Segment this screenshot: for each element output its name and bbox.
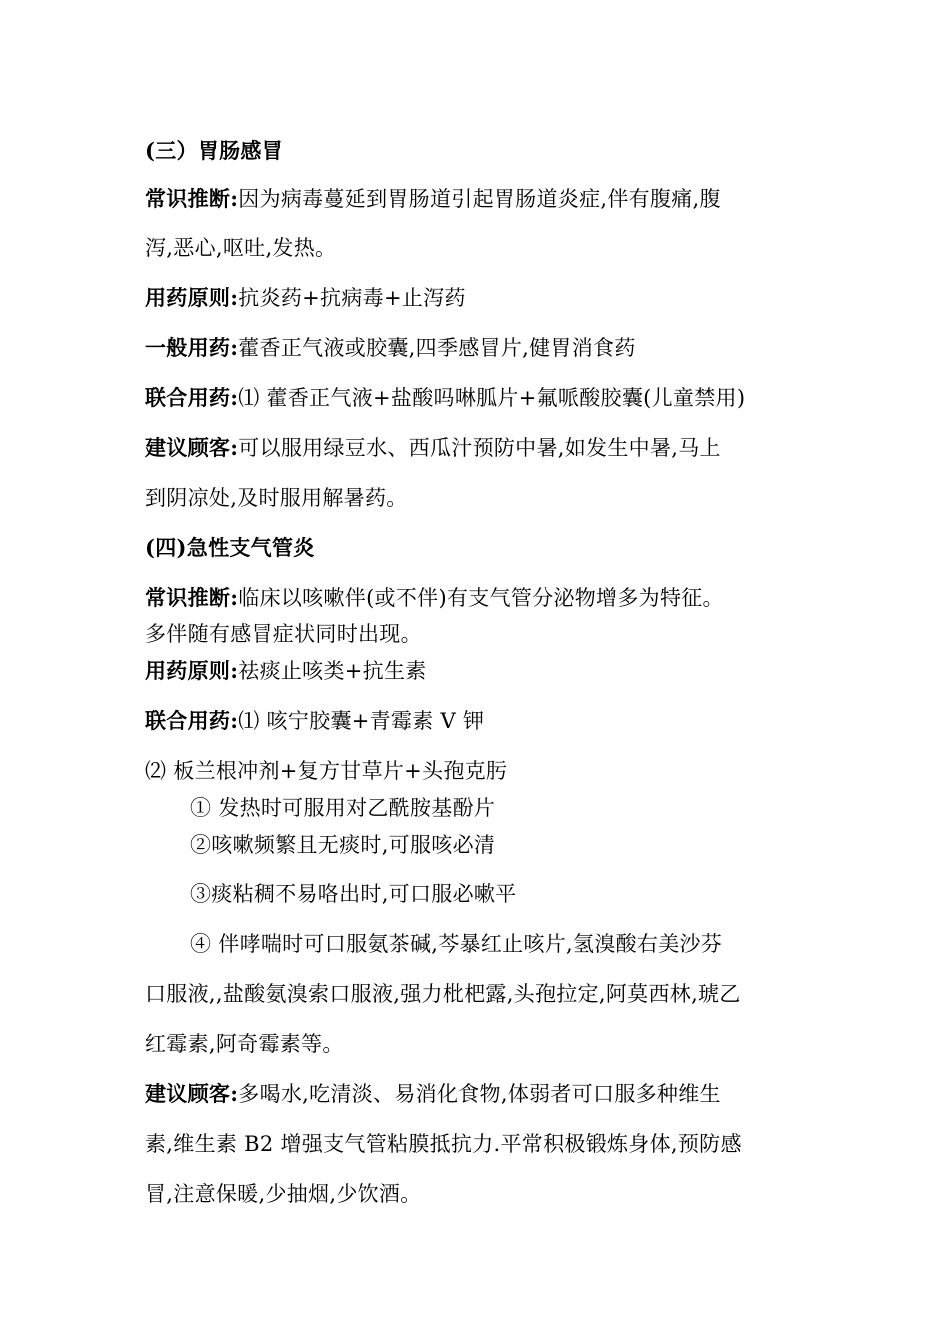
paragraph-line: [145, 383, 825, 413]
paragraph-label: 常识推断:: [145, 186, 239, 211]
paragraph-text: 多喝水,吃清淡、易消化食物,体弱者可口服多种维生: [238, 1082, 721, 1106]
paragraph-text: 临床以咳嗽伴(或不伴)有支气管分泌物增多为特征。: [238, 586, 724, 610]
paragraph-label: 联合用药:: [145, 385, 239, 410]
paragraph-label: 用药原则:: [145, 658, 239, 683]
section-heading-acute-bronchitis: (四)急性支气管炎: [145, 535, 315, 560]
paragraph-line: 素,维生素 B2 增强支气管粘膜抵抗力.平常积极锻炼身体,预防感: [145, 1132, 742, 1156]
paragraph-line: [145, 333, 825, 363]
paragraph-label: 建议顾客:: [145, 1081, 239, 1106]
paragraph-text: 可以服用绿豆水、西瓜汁预防中暑,如发生中暑,马上: [238, 436, 721, 460]
paragraph-label: 建议顾客:: [145, 435, 239, 460]
paragraph-line: 到阴凉处,及时服用解暑药。: [145, 486, 408, 510]
paragraph-label: 联合用药:: [145, 708, 239, 733]
list-item: ④ 伴哮喘时可口服氨茶碱,芩暴红止咳片,氢溴酸右美沙芬: [190, 932, 723, 956]
paragraph-line: [145, 706, 825, 736]
paragraph-line: [145, 433, 825, 463]
paragraph-line: [145, 184, 825, 214]
paragraph-text: 因为病毒蔓延到胃肠道引起胃肠道炎症,伴有腹痛,腹: [238, 187, 721, 211]
paragraph-label: 一般用药:: [145, 335, 239, 360]
paragraph-line: 红霉素,阿奇霉素等。: [145, 1032, 344, 1056]
paragraph-line: ⑵ 板兰根冲剂+复方甘草片+头孢克肟: [145, 759, 508, 783]
paragraph-text: 祛痰止咳类+抗生素: [238, 659, 427, 683]
paragraph-text: ⑴ 咳宁胶囊+青霉素 V 钾: [238, 709, 485, 733]
paragraph-text: 抗炎药+抗病毒+止泻药: [238, 286, 466, 310]
paragraph-line: 多伴随有感冒症状同时出现。: [145, 622, 422, 646]
paragraph-label: 用药原则:: [145, 285, 239, 310]
paragraph-line: 泻,恶心,呕吐,发热。: [145, 236, 337, 260]
paragraph-line: [145, 656, 825, 686]
list-item: ③痰粘稠不易咯出时,可口服必嗽平: [190, 882, 517, 906]
paragraph-label: 常识推断:: [145, 585, 239, 610]
paragraph-line: 冒,注意保暖,少抽烟,少饮酒。: [145, 1182, 422, 1206]
section-heading-stomach-flu: (三）胃肠感冒: [145, 138, 284, 163]
paragraph-text: ⑴ 藿香正气液+盐酸吗啉胍片+氟哌酸胶囊(儿童禁用): [238, 386, 746, 410]
list-item: ②咳嗽频繁且无痰时,可服咳必清: [190, 833, 496, 857]
list-item: ① 发热时可服用对乙酰胺基酚片: [190, 796, 496, 820]
paragraph-line: 口服液,,盐酸氨溴索口服液,强力枇杷露,头孢拉定,阿莫西林,琥乙: [145, 982, 741, 1006]
paragraph-line: [145, 283, 825, 313]
paragraph-text: 藿香正气液或胶囊,四季感冒片,健胃消食药: [238, 336, 636, 360]
paragraph-line: [145, 583, 825, 613]
paragraph-line: [145, 1079, 825, 1109]
